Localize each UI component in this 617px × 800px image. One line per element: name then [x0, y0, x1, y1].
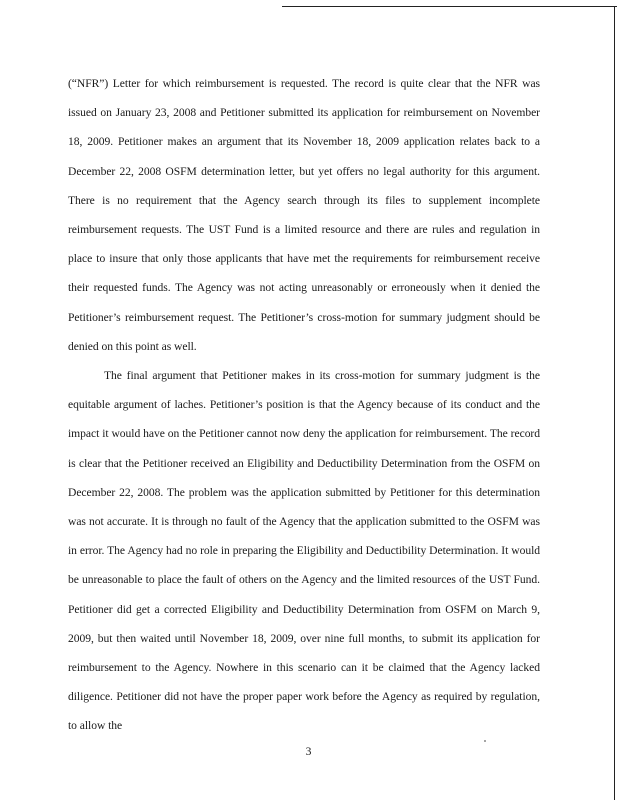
paragraph-continuation: (“NFR”) Letter for which reimbursement is requested. The record is quite clear that the NFR was issued on January 23, 2008 and Petitioner submitted its application for reimbursement on November 18, 2009. Petitioner makes an argument that its November 18, 2009 application relates back to a December 22, 2008 OSFM determination letter, but yet offers no legal authority for this argument. There is no requirement that the Agency search through its files to supplement incomplete reimbursement requests. The UST Fund is a limited resource and there are rules and regulation in place to insure that only those applicants that have met the requirements for reimbursement receive their requested funds. The Agency was not acting unreasonably or erroneously when it denied the Petitioner’s reimbursement request. The Petitioner’s cross-motion for summary judgment should be denied on this point as well. [68, 77, 540, 353]
paragraph-laches-argument: The final argument that Petitioner makes in its cross-motion for summary judgment is the equitable argument of laches. Petitioner’s position is that the Agency because of its conduct and the impact it would have on the Petitioner cannot now deny the application for reimbursement. The record is clear that the Petitioner received an Eligibility and Deductibility Determination from the OSFM on December 22, 2008. The problem was the application submitted by Petitioner for this determination was not accurate. It is through no fault of the Agency that the application submitted to the OSFM was in error. The Agency had no role in preparing the Eligibility and Deductibility Determination. It would be unreasonable to place the fault of others on the Agency and the limited resources of the UST Fund. Petitioner did get a corrected Eligibility and Deductibility Determination from OSFM on March 9, 2009, but then waited until November 18, 2009, over nine full months, to submit its application for reimbursement to the Agency. Nowhere in this scenario can it be claimed that the Agency lacked diligence. Petitioner did not have the proper paper work before the Agency as required by regulation, to allow the [68, 369, 540, 733]
page-border-top [282, 6, 617, 7]
page-border-right [614, 6, 615, 800]
page-number: 3 [305, 745, 312, 758]
scan-speck [484, 740, 486, 742]
document-body [68, 69, 540, 741]
